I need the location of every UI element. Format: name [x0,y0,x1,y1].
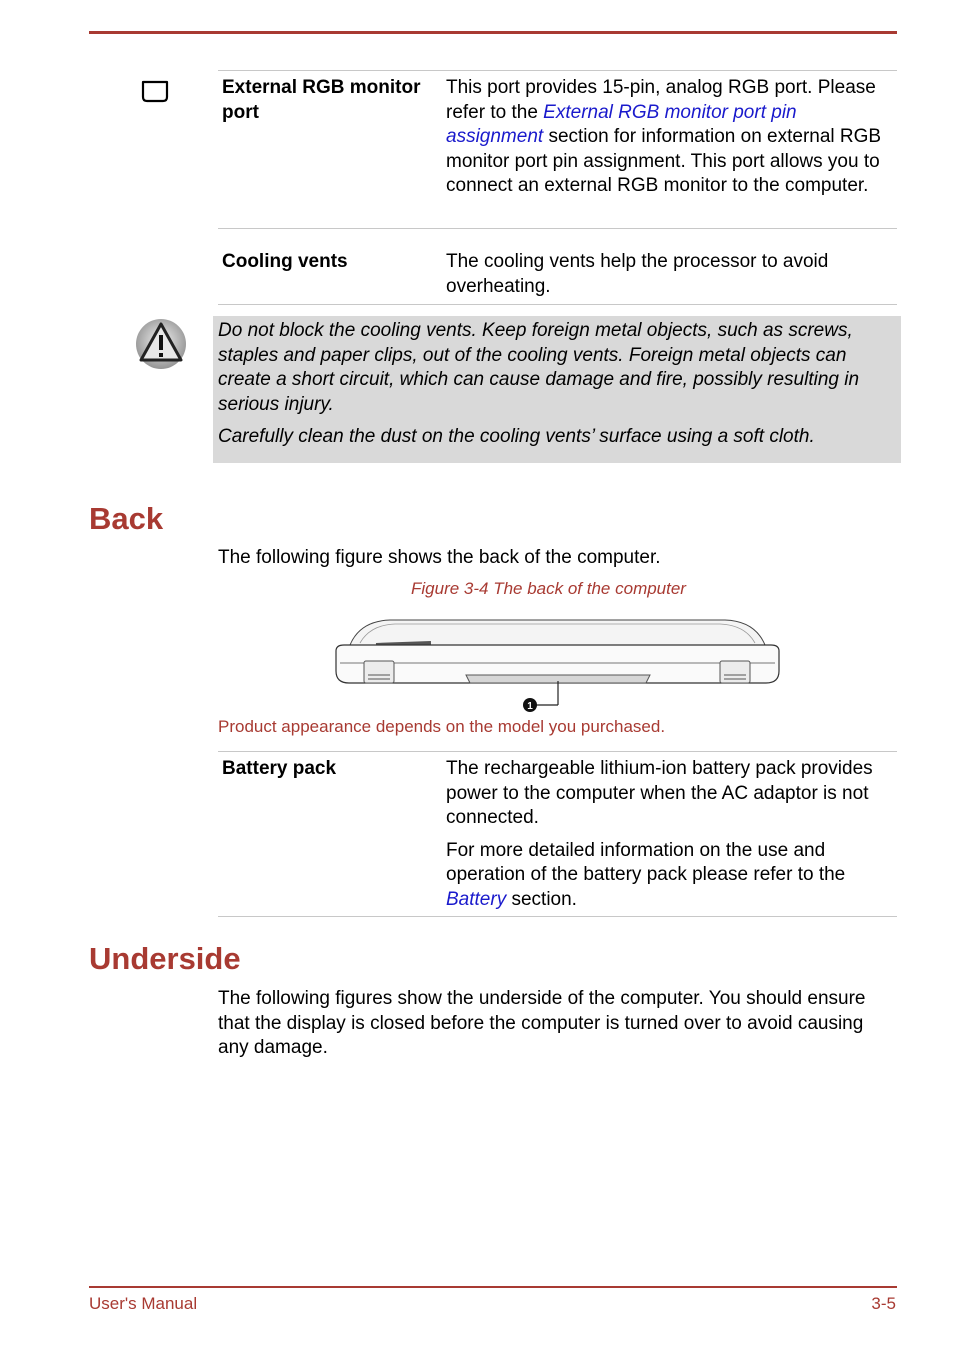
description-text: For more detailed information on the use and operation of the battery pack please refer to the [446,839,846,885]
table-rule [218,751,897,752]
table-rule [218,916,897,917]
laptop-back-illustration [330,615,785,715]
term-external-rgb-port: External RGB monitor port [222,77,421,123]
term-cooling-vents: Cooling vents [222,251,348,272]
footer-manual-title: User's Manual [89,1294,198,1313]
term-battery-pack: Battery pack [222,758,337,779]
table-rule [218,228,897,229]
warning-paragraph: Carefully clean the dust on the cooling vents’ surface using a soft cloth. [218,426,815,447]
footer-rule [89,1286,897,1288]
description-text: The rechargeable lithium-ion battery pack provides power to the computer when the AC adaptor is not connected. [446,758,873,828]
appearance-note: Product appearance depends on the model you purchased. [218,717,666,736]
underside-intro: The following figures show the underside of the computer. You should ensure that the display is closed before the computer is turned over to avoid causing any damage. [218,988,866,1058]
description-text: This port provides 15-pin, analog RGB port. Please refer to the [446,77,876,123]
callout-number: 1 [527,701,533,712]
footer-page-number: 3-5 [871,1294,896,1313]
table-rule [218,70,897,71]
warning-text [218,319,888,450]
battery-section-link[interactable]: Battery [446,888,507,910]
header-rule [89,31,897,34]
description-text [446,839,886,913]
warning-triangle-icon [134,318,188,370]
section-title-underside: Underside [89,941,241,976]
back-intro: The following figure shows the back of the computer. [218,547,661,568]
monitor-port-icon [140,79,170,104]
warning-paragraph: Do not block the cooling vents. Keep foreign metal objects, such as screws, staples and paper clips, out of the cooling vents. Foreign metal objects can create a short circuit, which can cause damage and fire, possibly resulting in serious injury. [218,320,860,415]
description-external-rgb-port [446,76,896,199]
description-text: section for information on external RGB monitor port pin assignment. This port allows you to connect an external RGB monitor to the computer. [446,126,882,196]
figure-caption: Figure 3-4 The back of the computer [411,579,686,598]
description-battery-pack [446,757,886,912]
description-text: section. [506,888,577,910]
table-rule [218,304,897,305]
section-title-back: Back [89,501,164,536]
description-cooling-vents: The cooling vents help the processor to avoid overheating. [446,251,829,297]
external-rgb-pin-assignment-link[interactable]: External RGB monitor port pin assignment [446,101,797,147]
